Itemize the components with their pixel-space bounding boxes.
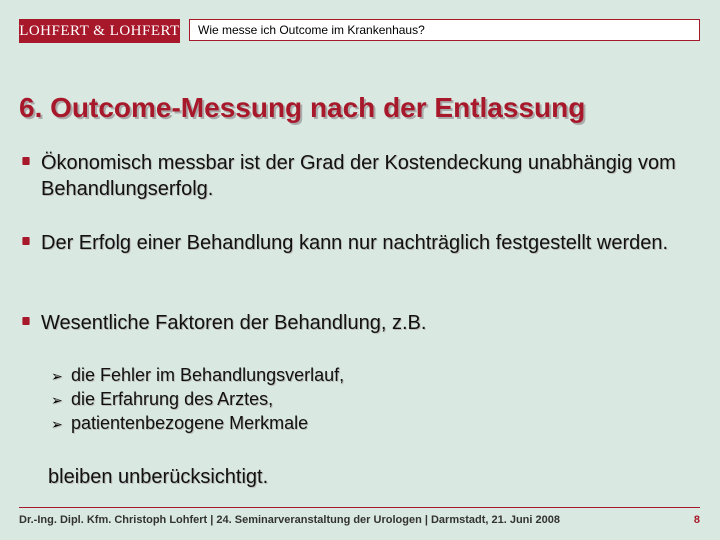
footer-credits: Dr.-Ing. Dipl. Kfm. Christoph Lohfert | 24. Seminarveranstaltung der Urologen | Darmstadt, 21. Juni 2008 [19,514,560,526]
bullet-item [22,230,712,256]
closing-text: bleiben unberücksichtigt. [48,466,269,488]
bullet-text: Ökonomisch messbar ist der Grad der Kostendeckung unabhängig vom Behandlungserfolg. [41,152,676,200]
page-number: 8 [693,514,700,526]
sub-list-item [51,363,344,388]
sub-item-text: patientenbezogene Merkmale [71,413,309,433]
presentation-topic: Wie messe ich Outcome im Krankenhaus? [189,19,700,41]
bullet-text: Wesentliche Faktoren der Behandlung, z.B. [41,312,427,334]
arrow-bullet-icon: ➢ [51,368,63,384]
sub-item-text: die Erfahrung des Arztes, [71,389,274,409]
bullet-item [22,310,712,336]
footer-divider [19,507,700,508]
arrow-bullet-icon: ➢ [51,416,63,432]
sub-item-text: die Fehler im Behandlungsverlauf, [71,365,345,385]
slide-title: 6. Outcome-Messung nach der Entlassung [19,92,586,123]
sub-list-item [51,387,273,412]
square-bullet-icon [22,237,29,245]
bullet-text: Der Erfolg einer Behandlung kann nur nachträglich festgestellt werden. [41,232,669,254]
logo: LOHFERT & LOHFERT [19,19,180,43]
bullet-item [22,150,712,202]
arrow-bullet-icon: ➢ [51,392,63,408]
square-bullet-icon [22,317,29,325]
sub-list-item [51,411,308,436]
square-bullet-icon [22,157,29,165]
